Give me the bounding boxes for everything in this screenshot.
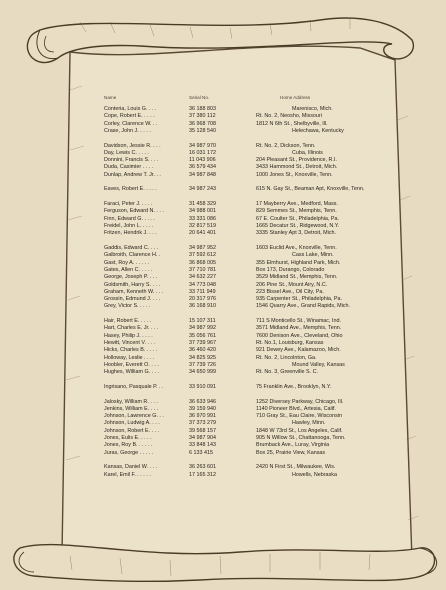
member-name: Juras, George . . . . . — [104, 449, 154, 456]
roster-row — [104, 303, 404, 310]
member-name: Ingrisano, Pasquale P. . . — [104, 383, 164, 390]
home-address: Rt. No. 3, Greenville S. C. — [256, 369, 319, 376]
home-address: Rt. No.1, Louisburg, Kansas — [256, 339, 324, 346]
home-address: 921 Dewey Ave., Kalamazoo, Mich. — [256, 347, 341, 354]
roster-group — [104, 186, 404, 193]
serial-number: 34 650 999 — [189, 369, 216, 376]
roster-group — [104, 245, 404, 311]
roster-list — [104, 95, 404, 479]
roster-row — [104, 157, 404, 164]
column-header — [104, 95, 404, 104]
member-name: Gates, Allen C. . . . . — [104, 266, 152, 273]
home-address: 223 Bissel Ave., Oil City, Pa. — [256, 288, 324, 295]
header-name: Name — [104, 95, 117, 100]
home-address: 17 Mayberry Ave., Medford, Mass. — [256, 201, 338, 208]
serial-number: 35 128 540 — [189, 127, 216, 134]
member-name: Hasey, Philip J. . . . . — [104, 332, 153, 339]
home-address: Cass Lake, Minn. — [292, 252, 334, 259]
home-address: Box 173, Durango, Colorado — [256, 266, 325, 273]
roster-row — [104, 230, 404, 237]
member-name: Finn, Edward G. . . . . — [104, 215, 155, 222]
serial-number: 34 773 048 — [189, 281, 216, 288]
serial-number: 36 168 910 — [189, 303, 216, 310]
roster-row — [104, 128, 404, 135]
member-name: Gast, Roy A. . . . . . — [104, 259, 150, 266]
member-name: Holloway, Leslie . . . . — [104, 354, 155, 361]
roster-row — [104, 245, 404, 252]
home-address: Mound Valley, Kansas — [292, 361, 345, 368]
member-name: Day, Lewis C. . . . . — [104, 149, 149, 156]
member-name: Crase, John J. . . . . — [104, 127, 151, 134]
roster-row — [104, 274, 404, 281]
home-address: 206 Pine St., Mount Airy, N.C. — [256, 281, 328, 288]
home-address: Cuba, Illinois — [292, 149, 323, 156]
member-name: Davidson, Jessie R. . . . — [104, 142, 161, 149]
member-name: Jones, Roy B. . . . . . — [104, 442, 153, 449]
serial-number: 34 825 925 — [189, 354, 216, 361]
home-address: Rt. No. 2, Lincolnton, Ga. — [256, 354, 317, 361]
roster-row — [104, 472, 404, 479]
home-address: Hawley, Minn. — [292, 420, 326, 427]
roster-row — [104, 399, 404, 406]
roster-row — [104, 186, 404, 193]
serial-number: 20 641 401 — [189, 230, 216, 237]
home-address: 1848 W 73rd St., Los Angeles, Calif. — [256, 427, 343, 434]
serial-number: 34 988 001 — [189, 208, 216, 215]
roster-row — [104, 428, 404, 435]
roster-row — [104, 333, 404, 340]
member-name: Donnini, Francis S. . . . — [104, 157, 159, 164]
roster-row — [104, 252, 404, 259]
roster-row — [104, 369, 404, 376]
home-address: 1546 Quarry Ave., Grand Rapids, Mich. — [256, 303, 350, 310]
roster-group — [104, 318, 404, 376]
member-name: Galbroith, Clarence H. . — [104, 252, 161, 259]
roster-row — [104, 223, 404, 230]
home-address: 3335 Stanley Apt 3, Detroit, Mich. — [256, 230, 337, 237]
roster-row — [104, 208, 404, 215]
member-name: Grossin, Edmund J. . . . — [104, 296, 161, 303]
serial-number: 11 043 906 — [189, 157, 216, 164]
roster-row — [104, 384, 404, 391]
serial-number: 36 579 434 — [189, 164, 216, 171]
home-address: 3433 Hammond St., Detroit, Mich. — [256, 164, 338, 171]
home-address: 1665 Decatur St., Ridgewood, N.Y. — [256, 223, 340, 230]
home-address: 1812 N 6th St., Shelbyville, Ill. — [256, 120, 328, 127]
home-address: 2420 N First St., Milwaukee, Wis. — [256, 464, 336, 471]
roster-row — [104, 289, 404, 296]
serial-number: 34 987 970 — [189, 142, 216, 149]
roster-row — [104, 318, 404, 325]
roster-row — [104, 347, 404, 354]
home-address: 1252 Diversey Parkway, Chicago, Ill. — [256, 398, 344, 405]
member-name: Dunlap, Andrew T. Jr. . . — [104, 171, 161, 178]
member-name: Hicks, Charles B. . . . . — [104, 347, 158, 354]
home-address: Helechawa, Kentucky — [292, 127, 344, 134]
roster-row — [104, 435, 404, 442]
member-name: Cope, Robert E. . . . . — [104, 113, 155, 120]
serial-number: 17 165 312 — [189, 471, 216, 478]
home-address: 355 Elmhurst, Highland Park, Mich. — [256, 259, 341, 266]
serial-number: 36 263 601 — [189, 464, 216, 471]
home-address: Marenisco, Mich. — [292, 106, 333, 112]
member-name: George, Joseph P. . . . — [104, 274, 158, 281]
member-name: Jones, Eulis E. . . . . — [104, 435, 152, 442]
member-name: Graham, Kenneth W. . . . — [104, 288, 164, 295]
roster-group — [104, 384, 404, 391]
serial-number: 39 568 157 — [189, 427, 216, 434]
member-name: Hewitt, Vincent V. . . . — [104, 339, 155, 346]
roster-row — [104, 355, 404, 362]
home-address: 615 N. Gay St., Beaman Apt, Knoxville, Tenn. — [256, 186, 365, 193]
member-name: Hoobler, Everett O. . . . — [104, 361, 159, 368]
serial-number: 34 987 848 — [189, 171, 216, 178]
serial-number: 34 632 227 — [189, 274, 216, 281]
member-name: Hughes, William G. . . . — [104, 369, 160, 376]
roster-row — [104, 216, 404, 223]
serial-number: 37 739 726 — [189, 361, 216, 368]
serial-number: 33 331 086 — [189, 215, 216, 222]
serial-number: 37 592 612 — [189, 252, 216, 259]
roster-row — [104, 420, 404, 427]
serial-number: 36 460 420 — [189, 347, 216, 354]
roster-row — [104, 201, 404, 208]
serial-number: 35 056 761 — [189, 332, 216, 339]
member-name: Hair, Robert E. . . . . — [104, 318, 152, 325]
roster-row — [104, 442, 404, 449]
member-name: Eaves, Robert E. . . . . — [104, 186, 157, 193]
member-name: Johnson, Robert E. . . . — [104, 427, 160, 434]
member-name: Ferguson, Edward N. . . . — [104, 208, 164, 215]
member-name: Kansas, Daniel W. . . . — [104, 464, 158, 471]
home-address: Howells, Nebraska — [292, 471, 337, 478]
serial-number: 36 188 803 — [189, 106, 216, 112]
serial-number: 34 987 243 — [189, 186, 216, 193]
serial-number: 32 817 519 — [189, 223, 216, 230]
serial-number: 33 910 091 — [189, 383, 216, 390]
serial-number: 34 987 992 — [189, 325, 216, 332]
roster-group — [104, 399, 404, 457]
serial-number: 31 458 329 — [189, 201, 216, 208]
roster-group — [104, 201, 404, 237]
member-name: Hart, Charles E. Jr. . . . — [104, 325, 159, 332]
serial-number: 36 968 708 — [189, 120, 216, 127]
roster-group — [104, 464, 404, 479]
serial-number: 37 710 781 — [189, 266, 216, 273]
home-address: 1140 Pioneer Blvd., Artesia, Calif. — [256, 405, 336, 412]
member-name: Duda, Casimier . . . . — [104, 164, 154, 171]
home-address: 1603 Euclid Ave., Knoxville, Tenn. — [256, 245, 337, 252]
home-address: Rt. No. 2, Dickson, Tenn. — [256, 142, 316, 149]
serial-number: 15 107 311 — [189, 318, 216, 325]
roster-group — [104, 106, 404, 135]
home-address: 67 E. Coulter St., Philadelphia, Pa. — [256, 215, 340, 222]
roster-row — [104, 282, 404, 289]
home-address: 710 Gray St., Eau Claire, Wisconsin — [256, 413, 342, 420]
serial-number: 20 317 976 — [189, 296, 216, 303]
member-name: Freidel, John L. . . . . — [104, 223, 154, 230]
home-address: 905 N Willow St., Chattanooga, Tenn. — [256, 435, 346, 442]
serial-number: 16 031 172 — [189, 149, 216, 156]
home-address: 3529 Midland St., Memphis, Tenn. — [256, 274, 338, 281]
member-name: Johnson, Lawrence G. . . — [104, 413, 164, 420]
roster-row — [104, 325, 404, 332]
roster-row — [104, 113, 404, 120]
roster-group — [104, 143, 404, 179]
member-name: Grey, Victor S. . . . . — [104, 303, 151, 310]
roster-row — [104, 150, 404, 157]
roster-groups — [104, 106, 404, 479]
roster-row — [104, 413, 404, 420]
roster-row — [104, 450, 404, 457]
member-name: Jalosky, William R. . . . — [104, 398, 158, 405]
member-name: Conteria, Louis G. . . . — [104, 106, 157, 112]
home-address: 935 Carpenter St., Philadelphia, Pa. — [256, 296, 343, 303]
home-address: 711 S Monticello St., Winamac, Ind. — [256, 318, 341, 325]
home-address: 7600 Denison Ave., Cleveland, Ohio — [256, 332, 343, 339]
serial-number: 36 633 946 — [189, 398, 216, 405]
serial-number: 37 739 967 — [189, 339, 216, 346]
home-address: Box 25, Prairie View, Kansas — [256, 449, 326, 456]
header-address: Home Address — [280, 95, 311, 100]
roster-row — [104, 164, 404, 171]
serial-number: 37 373 279 — [189, 420, 216, 427]
roster-row — [104, 143, 404, 150]
serial-number: 33 848 143 — [189, 442, 216, 449]
roster-row — [104, 106, 404, 113]
serial-number: 36 868 005 — [189, 259, 216, 266]
home-address: Brumback Ave., Luray, Virginia — [256, 442, 330, 449]
roster-row — [104, 121, 404, 128]
roster-row — [104, 362, 404, 369]
home-address: 1000 Jones St., Knoxville, Tenn. — [256, 171, 333, 178]
roster-row — [104, 296, 404, 303]
member-name: Karel, Emil F. . . . . . — [104, 471, 151, 478]
home-address: 3571 Midland Ave., Memphis, Tenn. — [256, 325, 342, 332]
roster-row — [104, 406, 404, 413]
home-address: 204 Pleasant St., Providence, R.I. — [256, 157, 337, 164]
header-serial: Serial No. — [189, 95, 210, 100]
home-address: 75 Franklin Ave., Brooklyn, N.Y. — [256, 383, 332, 390]
serial-number: 37 380 112 — [189, 113, 216, 120]
serial-number: 36 970 991 — [189, 413, 216, 420]
member-name: Corley, Clarence W. . . — [104, 120, 158, 127]
member-name: Fritzen, Hendrik J. . . . — [104, 230, 157, 237]
member-name: Gaddis, Edward C. . . . — [104, 245, 159, 252]
member-name: Faraci, Peter J. . . . . — [104, 201, 153, 208]
roster-row — [104, 267, 404, 274]
serial-number: 39 159 940 — [189, 405, 216, 412]
member-name: Goldsmith, Harry S. . . . — [104, 281, 161, 288]
member-name: Johnson, Ludwig A. . . . — [104, 420, 160, 427]
serial-number: 34 987 904 — [189, 435, 216, 442]
roster-row — [104, 172, 404, 179]
roster-row — [104, 260, 404, 267]
serial-number: 34 987 952 — [189, 245, 216, 252]
home-address: Rt. No. 2, Neosho, Missouri — [256, 113, 322, 120]
roster-row — [104, 340, 404, 347]
serial-number: 6 133 415 — [189, 449, 213, 456]
member-name: Jenkins, William E. . . . — [104, 405, 159, 412]
roster-row — [104, 464, 404, 471]
serial-number: 33 711 949 — [189, 288, 216, 295]
home-address: 829 Semmes St., Memphis, Tenn. — [256, 208, 337, 215]
